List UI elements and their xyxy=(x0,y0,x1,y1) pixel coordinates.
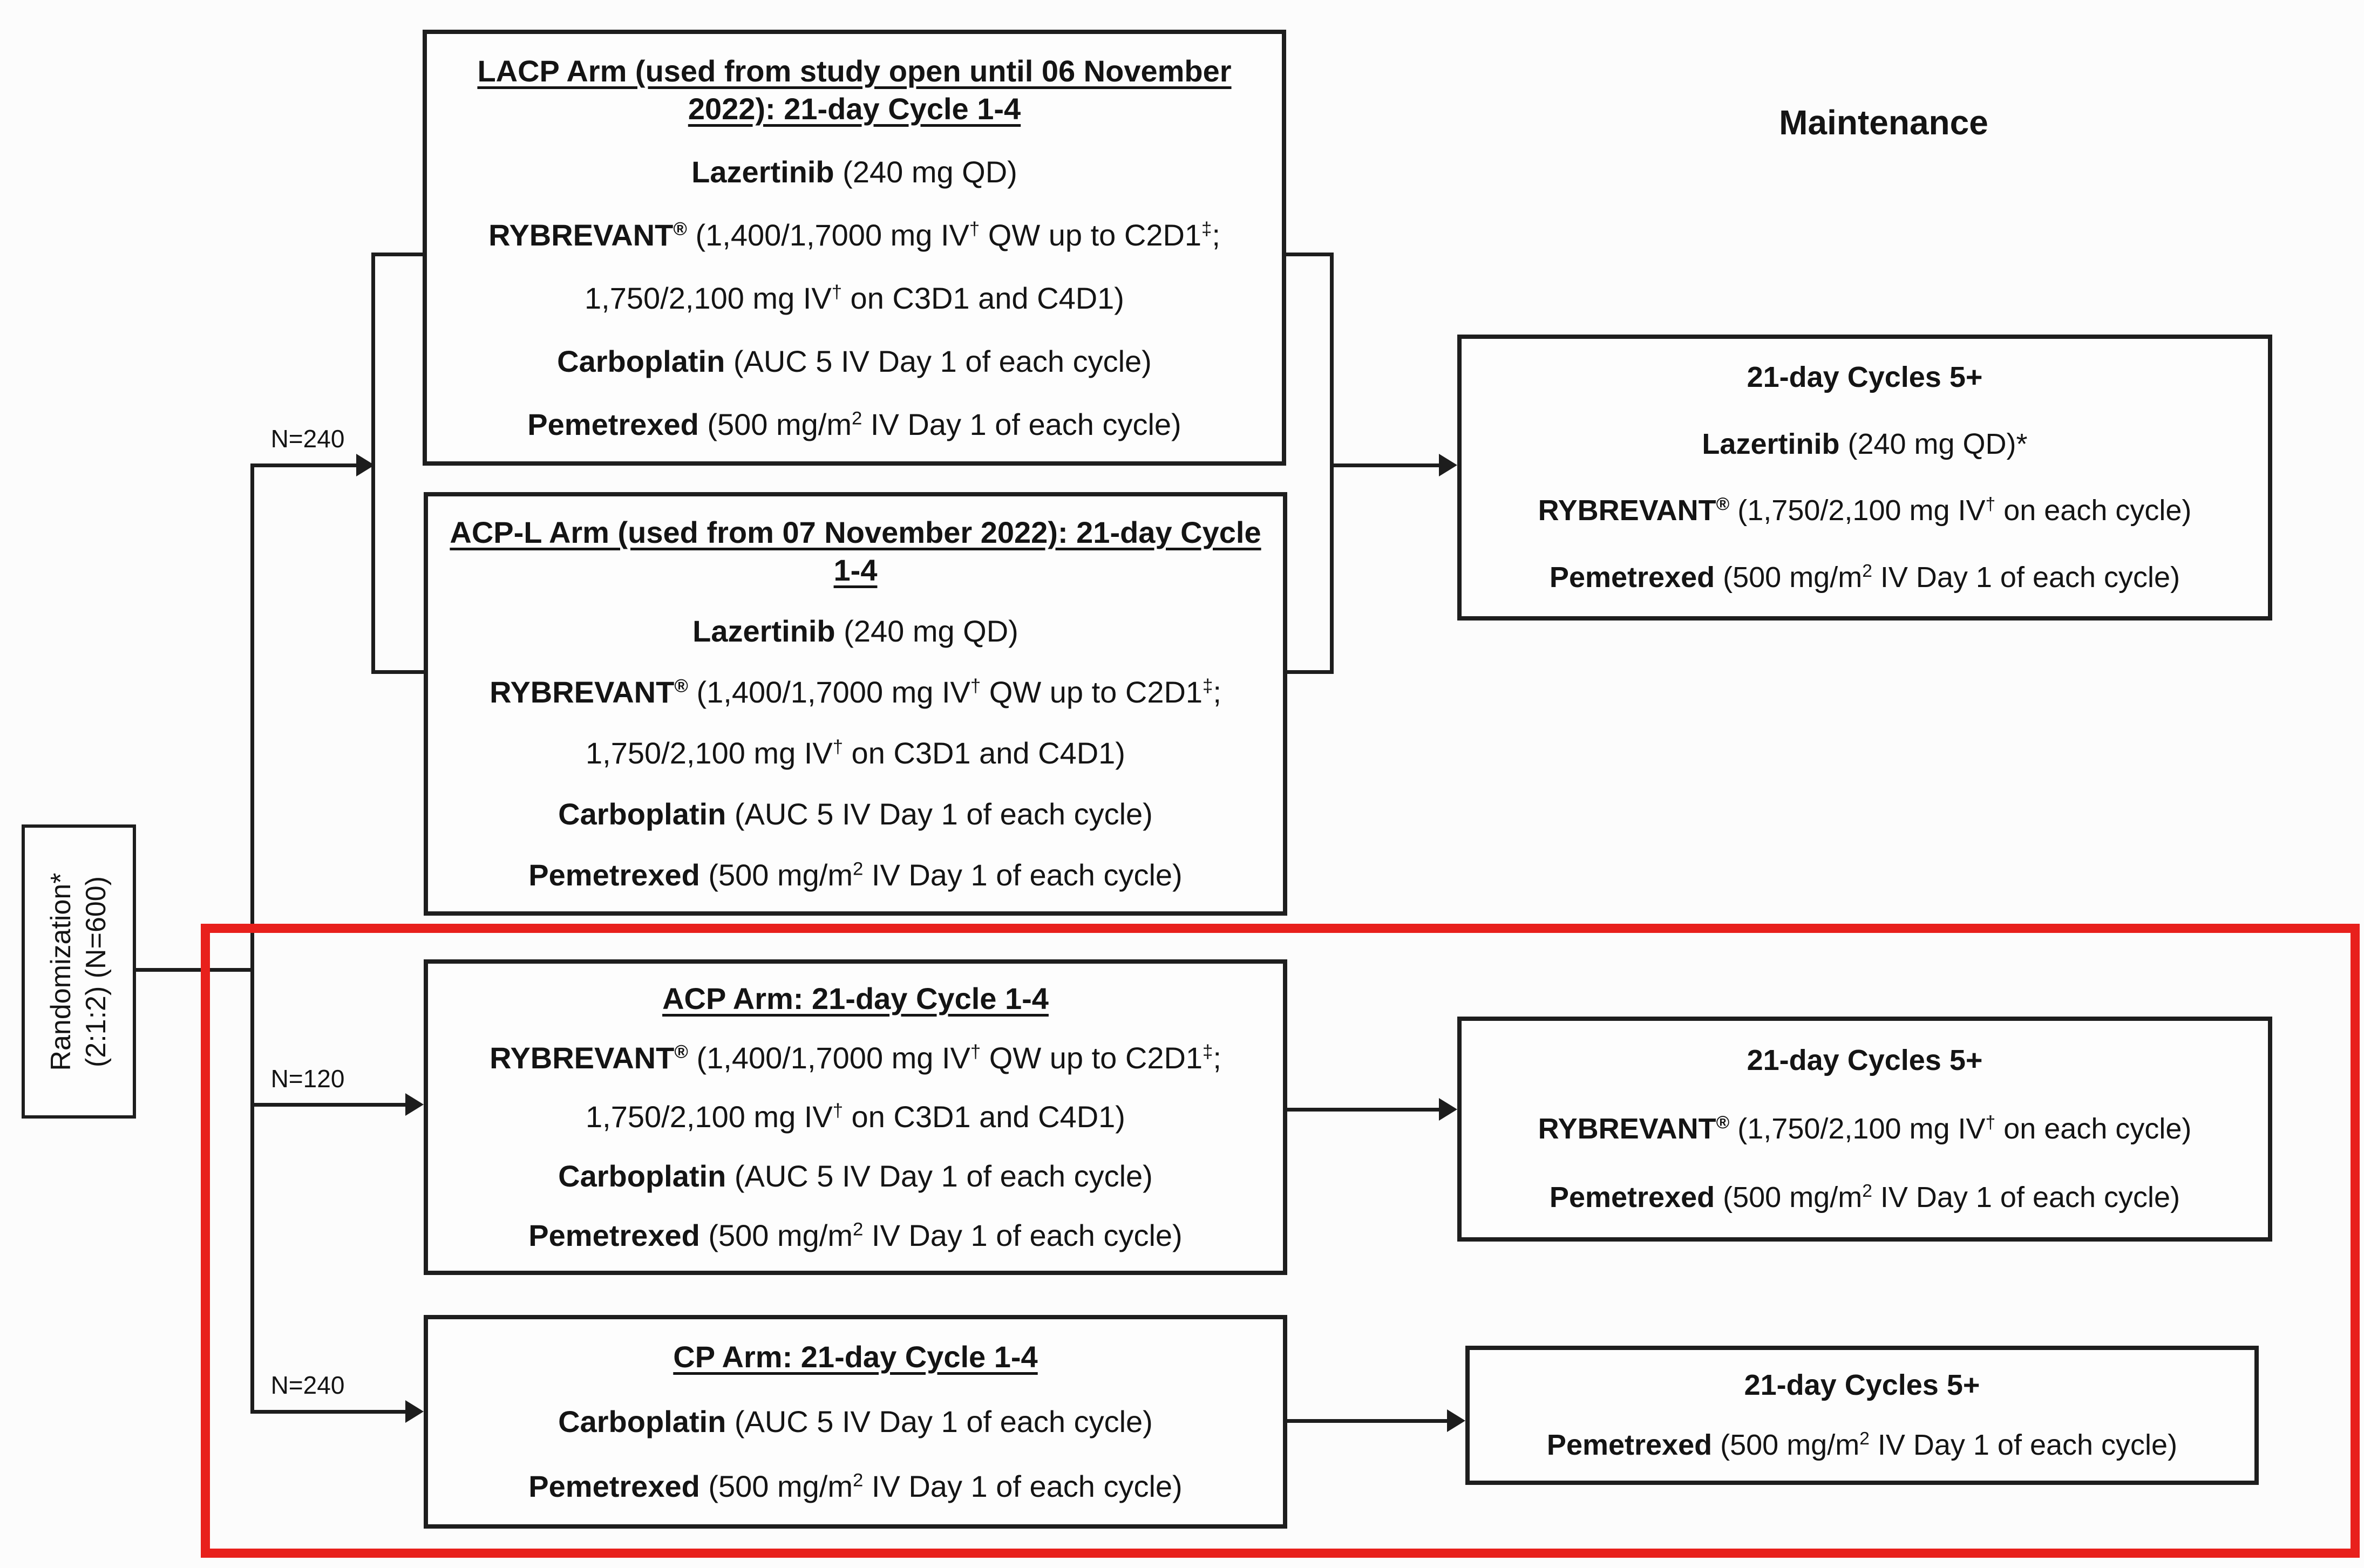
text-segment: (1,400/1,7000 mg IV xyxy=(687,217,969,252)
text-segment: QW up to C2D1 xyxy=(981,674,1203,709)
text-line xyxy=(1481,1111,2248,1148)
text-segment: ® xyxy=(1716,1112,1730,1133)
text-segment: 2 xyxy=(1862,561,1872,581)
text-segment: Carboplatin xyxy=(557,344,725,378)
text-line xyxy=(447,795,1263,833)
text-segment: RYBREVANT xyxy=(1538,1112,1716,1145)
text-segment: Lazertinib xyxy=(692,613,835,648)
text-segment: IV Day 1 of each cycle) xyxy=(1869,1428,2178,1461)
text-segment: ‡ xyxy=(1203,1041,1213,1062)
text-line xyxy=(44,826,79,1117)
connector-randomization-out xyxy=(136,968,253,972)
text-segment: (500 mg/m xyxy=(699,1218,853,1253)
text-segment: IV Day 1 of each cycle) xyxy=(863,1218,1183,1253)
text-segment: 1,750/2,100 mg IV xyxy=(586,1100,833,1134)
text-segment: Pemetrexed xyxy=(1549,561,1715,594)
text-segment: IV Day 1 of each cycle) xyxy=(1872,561,2180,594)
n-label-top: N=240 xyxy=(270,425,345,453)
text-segment: Pemetrexed xyxy=(528,858,700,892)
text-segment: RYBREVANT xyxy=(490,1040,675,1075)
text-segment: Pemetrexed xyxy=(527,407,699,441)
text-line xyxy=(1489,1427,2235,1464)
text-line xyxy=(447,1338,1263,1376)
text-line xyxy=(446,406,1262,444)
text-segment: 1,750/2,100 mg IV xyxy=(586,736,833,771)
text-line xyxy=(447,1468,1263,1505)
text-segment: IV Day 1 of each cycle) xyxy=(862,407,1181,441)
text-segment: (1,750/2,100 mg IV xyxy=(1729,494,1986,527)
text-line xyxy=(447,1157,1263,1195)
text-line xyxy=(447,1403,1263,1441)
text-segment: RYBREVANT xyxy=(490,674,675,709)
text-segment: (500 mg/m xyxy=(1715,1181,1863,1214)
text-segment: 21-day Cycles 5+ xyxy=(1744,1368,1980,1401)
text-segment: 21-day Cycles 5+ xyxy=(1747,361,1983,393)
text-segment: IV Day 1 of each cycle) xyxy=(1872,1181,2180,1214)
bracket-right-top-stub xyxy=(1286,253,1334,256)
text-segment: on each cycle) xyxy=(1995,1112,2192,1145)
text-segment: on each cycle) xyxy=(1995,494,2192,527)
randomization-label xyxy=(44,826,114,1117)
bracket-left-bottom-stub xyxy=(371,670,427,674)
text-segment: on C3D1 and C4D1) xyxy=(843,1100,1125,1134)
text-segment: (2:1:2) (N=600) xyxy=(80,876,112,1067)
connector-branch-top xyxy=(250,463,356,467)
n-label-bottom: N=240 xyxy=(270,1371,345,1399)
acp-arm-box xyxy=(424,959,1287,1275)
text-segment: Pemetrexed xyxy=(1546,1428,1713,1461)
text-line xyxy=(1481,560,2248,596)
maintenance-box-acp xyxy=(1457,1017,2272,1242)
text-segment: ‡ xyxy=(1203,676,1213,697)
connector-to-maintenance-3 xyxy=(1287,1419,1447,1423)
text-line xyxy=(1481,1180,2248,1216)
text-segment: Carboplatin xyxy=(558,1405,726,1439)
text-line xyxy=(447,1039,1263,1077)
text-segment: † xyxy=(832,737,843,758)
text-segment: (240 mg QD) xyxy=(835,613,1018,648)
text-segment: RYBREVANT xyxy=(1538,494,1716,527)
text-segment: (AUC 5 IV Day 1 of each cycle) xyxy=(726,1405,1153,1439)
bracket-left-vertical xyxy=(371,253,375,674)
maintenance-box-lacp xyxy=(1457,335,2272,621)
text-segment: Pemetrexed xyxy=(528,1469,700,1503)
text-segment: CP Arm: 21-day Cycle 1-4 xyxy=(673,1340,1038,1374)
text-line xyxy=(447,1217,1263,1255)
text-segment: 2 xyxy=(853,858,864,880)
text-line xyxy=(447,673,1263,711)
text-segment: (500 mg/m xyxy=(698,407,852,441)
text-segment: 1,750/2,100 mg IV xyxy=(585,281,832,315)
text-line xyxy=(1481,359,2248,396)
text-segment: (1,400/1,7000 mg IV xyxy=(688,674,970,709)
text-segment: ‡ xyxy=(1201,218,1212,239)
randomization-box xyxy=(22,824,136,1119)
arrow-icon-maintenance-1 xyxy=(1439,454,1457,476)
connector-branch-bottom xyxy=(250,1410,405,1414)
text-segment: (500 mg/m xyxy=(1712,1428,1860,1461)
text-segment: on C3D1 and C4D1) xyxy=(842,281,1124,315)
text-segment: (500 mg/m xyxy=(1715,561,1863,594)
text-segment: (1,750/2,100 mg IV xyxy=(1729,1112,1986,1145)
text-segment: Pemetrexed xyxy=(528,1218,700,1253)
text-segment: LACP Arm (used from study open until 06 November 2022): 21-day Cycle 1-4 xyxy=(477,53,1232,126)
text-segment: ® xyxy=(1716,494,1730,514)
text-segment: (500 mg/m xyxy=(699,858,853,892)
text-segment: ® xyxy=(674,1041,688,1062)
text-segment: † xyxy=(1985,494,1996,514)
text-segment: Lazertinib xyxy=(1702,427,1840,460)
text-line xyxy=(1489,1367,2235,1404)
text-segment: QW up to C2D1 xyxy=(981,1040,1203,1075)
cp-arm-box xyxy=(424,1315,1287,1529)
text-segment: IV Day 1 of each cycle) xyxy=(863,1469,1183,1503)
text-segment: Pemetrexed xyxy=(1549,1181,1715,1214)
text-line xyxy=(1481,426,2248,463)
bracket-left-top-stub xyxy=(371,253,426,256)
text-segment: (240 mg QD) xyxy=(834,154,1017,189)
text-segment: (AUC 5 IV Day 1 of each cycle) xyxy=(725,344,1152,378)
arrow-icon-maintenance-2 xyxy=(1439,1098,1457,1121)
text-line xyxy=(446,343,1262,380)
text-segment: (500 mg/m xyxy=(699,1469,853,1503)
text-segment: ® xyxy=(674,676,688,697)
text-segment: (AUC 5 IV Day 1 of each cycle) xyxy=(726,1159,1153,1194)
text-line xyxy=(446,216,1262,254)
n-label-middle: N=120 xyxy=(270,1065,345,1093)
text-segment: † xyxy=(832,1100,843,1121)
text-segment: ; xyxy=(1213,674,1221,709)
arrow-icon-branch-bottom xyxy=(405,1400,424,1423)
text-line xyxy=(447,612,1263,650)
text-segment: † xyxy=(970,676,981,697)
text-segment: (1,400/1,7000 mg IV xyxy=(688,1040,970,1075)
text-segment: (AUC 5 IV Day 1 of each cycle) xyxy=(726,797,1153,831)
text-line xyxy=(446,52,1262,128)
text-segment: 2 xyxy=(853,1470,864,1491)
text-line xyxy=(1481,1042,2248,1079)
lacp-arm-box xyxy=(423,30,1286,466)
text-segment: 2 xyxy=(852,407,862,428)
arrow-icon-maintenance-3 xyxy=(1447,1409,1465,1432)
text-segment: † xyxy=(969,218,980,239)
text-segment: ACP Arm: 21-day Cycle 1-4 xyxy=(662,981,1049,1015)
text-segment: IV Day 1 of each cycle) xyxy=(863,858,1183,892)
text-line xyxy=(447,1098,1263,1136)
text-segment: 2 xyxy=(853,1219,864,1240)
text-line xyxy=(447,980,1263,1018)
text-line xyxy=(447,856,1263,894)
text-segment: RYBREVANT xyxy=(488,217,674,252)
text-line xyxy=(446,279,1262,317)
connector-branch-middle xyxy=(250,1103,405,1107)
text-segment: Carboplatin xyxy=(558,1159,726,1194)
text-segment: (240 mg QD)* xyxy=(1839,427,2028,460)
maintenance-title: Maintenance xyxy=(1779,103,1988,142)
text-line xyxy=(447,514,1263,589)
text-line xyxy=(79,826,114,1117)
text-segment: ; xyxy=(1213,1040,1221,1075)
text-segment: 2 xyxy=(1862,1181,1872,1201)
text-segment: Carboplatin xyxy=(558,797,726,831)
acpl-arm-box xyxy=(424,492,1287,916)
text-segment: 21-day Cycles 5+ xyxy=(1747,1044,1983,1076)
bracket-right-bottom-stub xyxy=(1286,670,1334,674)
text-segment: † xyxy=(970,1041,981,1062)
connector-trunk xyxy=(250,463,254,1414)
text-line xyxy=(447,734,1263,772)
text-line xyxy=(1481,493,2248,529)
text-segment: Randomization* xyxy=(45,872,77,1071)
text-segment: † xyxy=(831,281,842,302)
text-segment: QW up to C2D1 xyxy=(980,217,1202,252)
connector-to-maintenance-2 xyxy=(1287,1108,1439,1112)
text-segment: ® xyxy=(673,218,687,239)
text-segment: ; xyxy=(1212,217,1220,252)
text-segment: on C3D1 and C4D1) xyxy=(843,736,1125,771)
arrow-icon-branch-middle xyxy=(405,1093,424,1116)
text-segment: 2 xyxy=(1859,1428,1870,1449)
text-segment: Lazertinib xyxy=(691,154,834,189)
text-segment: † xyxy=(1985,1112,1996,1133)
text-line xyxy=(446,153,1262,191)
maintenance-box-cp xyxy=(1465,1346,2259,1485)
connector-to-maintenance-1 xyxy=(1330,463,1439,467)
text-segment: ACP-L Arm (used from 07 November 2022): 21-day Cycle 1-4 xyxy=(450,515,1261,587)
